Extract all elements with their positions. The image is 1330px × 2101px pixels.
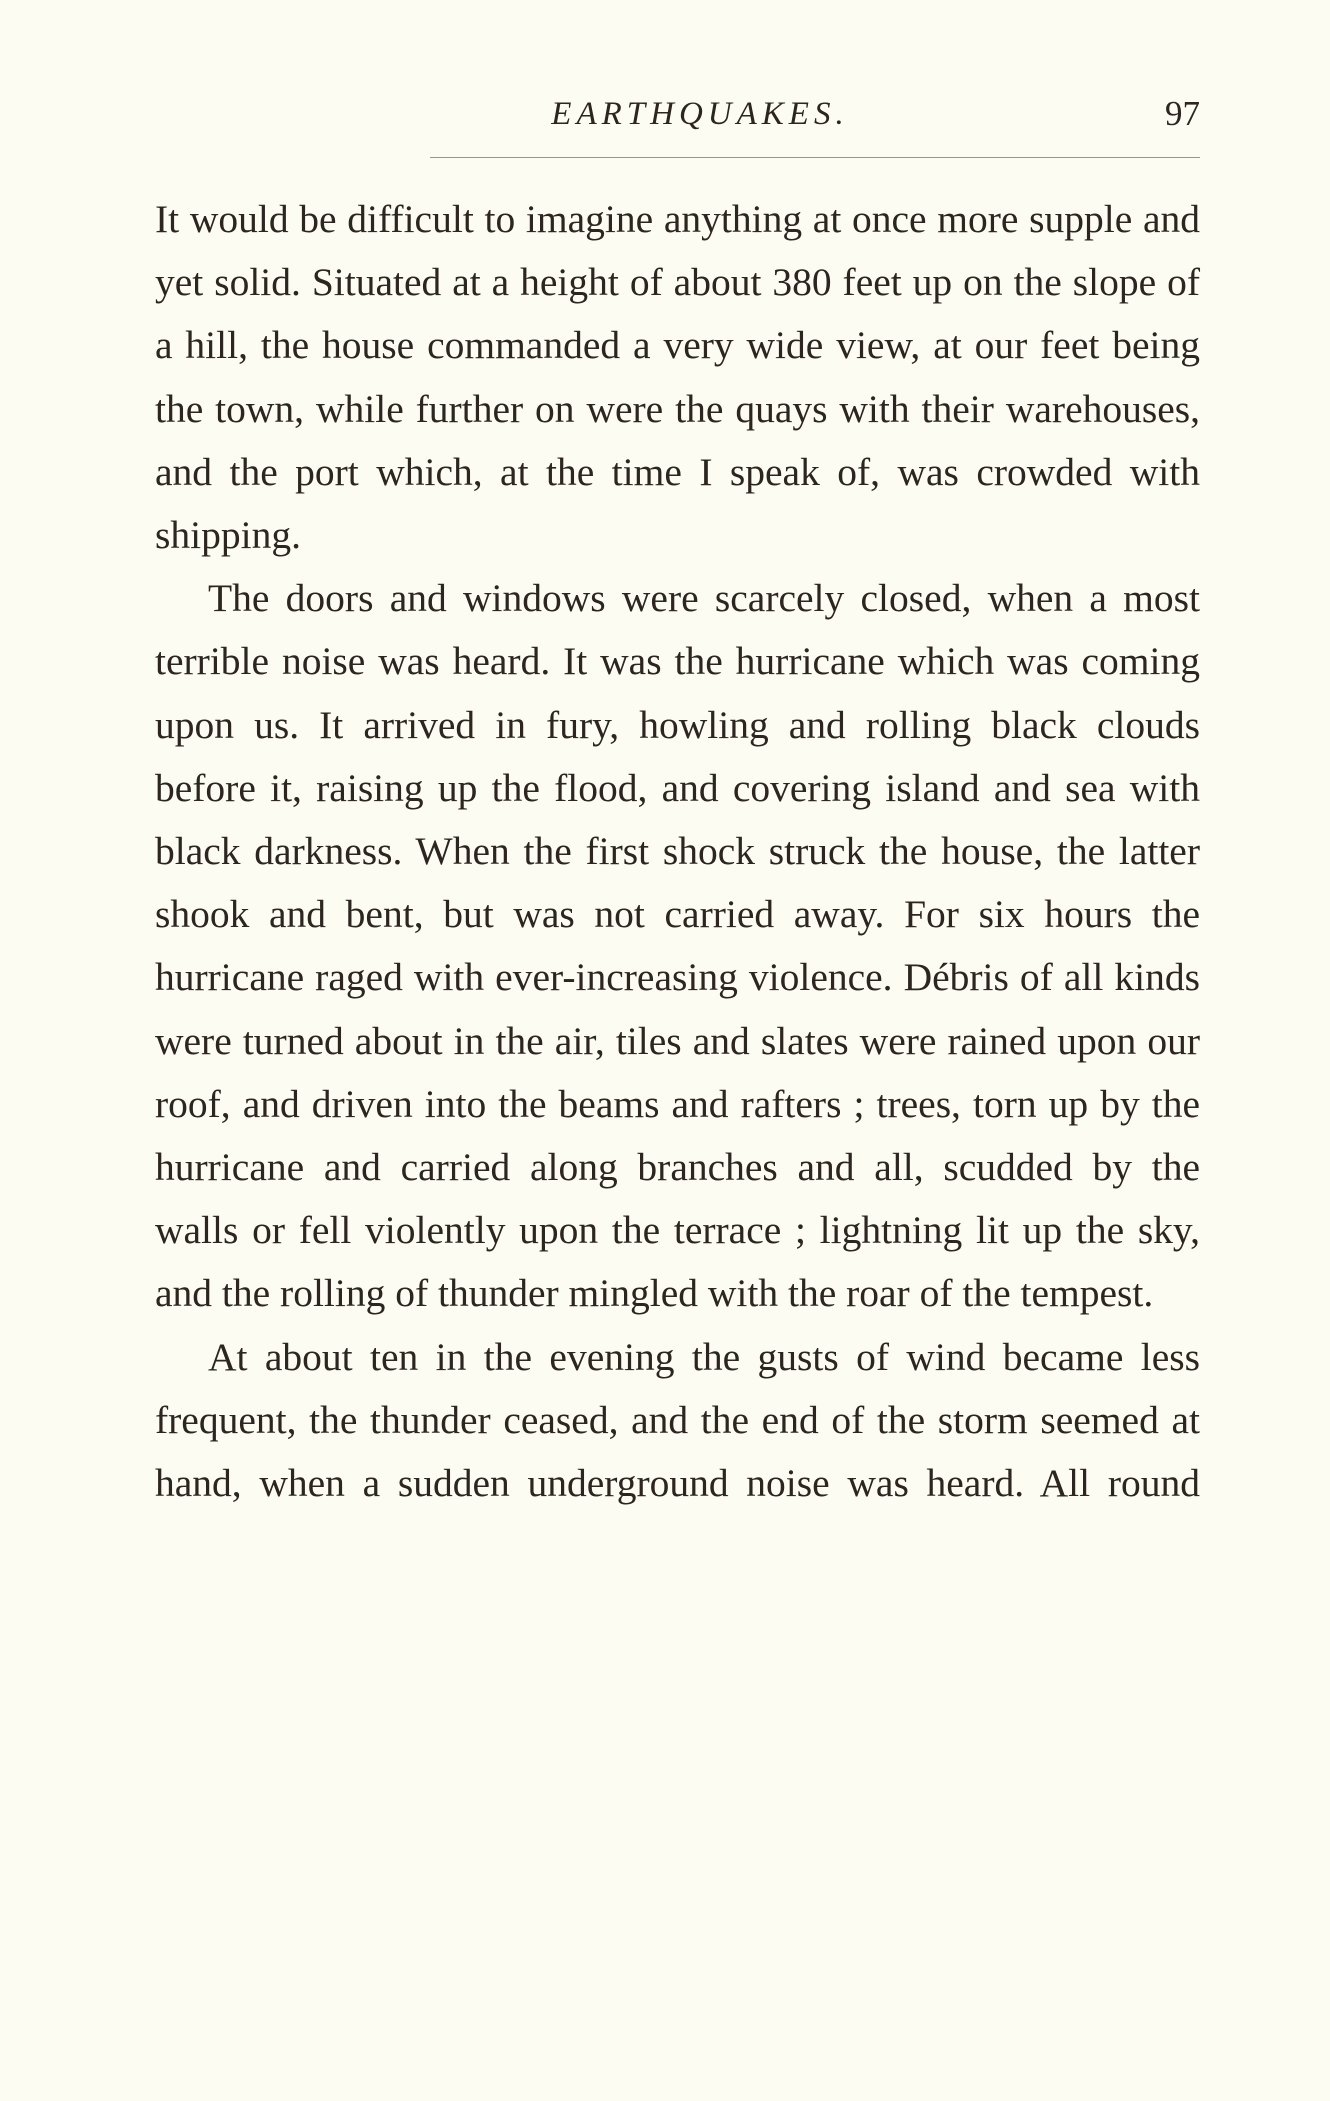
body-text — [155, 188, 1200, 1515]
running-head — [155, 92, 1200, 142]
paragraph-hurricane: The doors and windows were scarcely closed, when a most terrible noise was heard. It was the hurricane which was coming upon us. It arrived in fury, howling and rolling black clouds before it, raising up the flood, and covering island and sea with black darkness. When the first shock struck the house, the latter shook and bent, but was not carried away. For six hours the hurricane raged with ever-increasing violence. Débris of all kinds were turned about in the air, tiles and slates were rained upon our roof, and driven into the beams and rafters ; trees, torn up by the hurricane and carried along branches and all, scudded by the walls or fell violently upon the terrace ; lightning lit up the sky, and the rolling of thunder mingled with the roar of the tempest. — [155, 576, 1200, 1316]
header-rule — [430, 157, 1200, 158]
paragraph-evening: At about ten in the evening the gusts of wind became less frequent, the thunder ceased, and the end of the storm seemed at hand, when a sudden underground noise was heard. All round — [155, 1334, 1200, 1506]
page-number: 97 — [1165, 94, 1200, 133]
running-title: EARTHQUAKES. — [551, 96, 849, 132]
paragraph-continued: It would be difficult to imagine anything at once more supple and yet solid. Situated at a height of about 380 feet up on the slope of a hill, the house commanded a very wide view, at our feet being the town, while further on were the quays with their warehouses, and the port which, at the time I speak of, was crowded with shipping. — [155, 197, 1200, 558]
